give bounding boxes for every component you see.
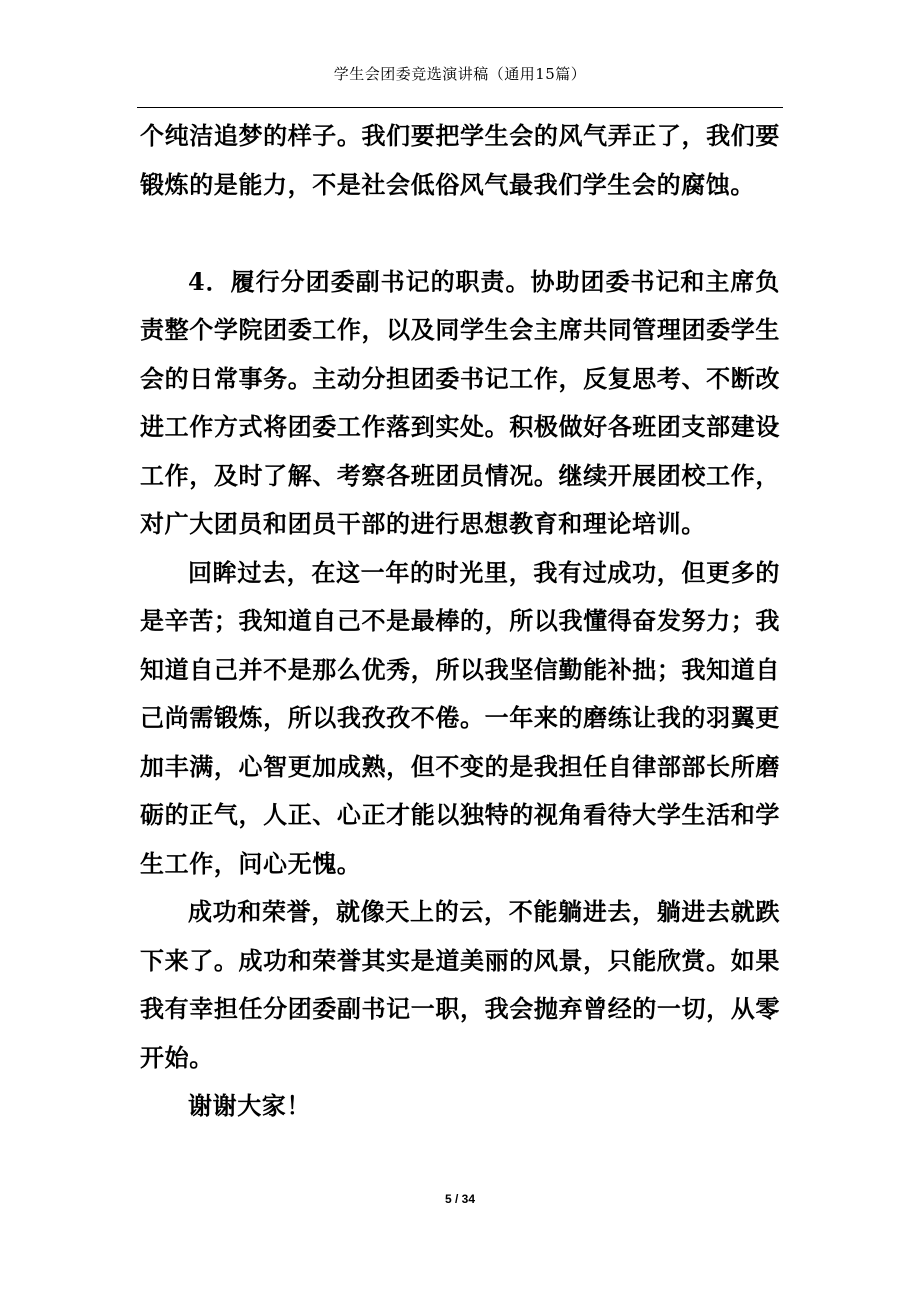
paragraph-success-honor: 成功和荣誉，就像天上的云，不能躺进去，躺进去就跌下来了。成功和荣誉其实是道美丽的风景，只能欣赏。如果我有幸担任分团委副书记一职，我会抛弃曾经的一切，从零开始。 bbox=[140, 897, 780, 1072]
paragraph-looking-back: 回眸过去，在这一年的时光里，我有过成功，但更多的是辛苦；我知道自己不是最棒的，所以我懂得奋发努力；我知道自己并不是那么优秀，所以我坚信勤能补拙；我知道自己尚需锻炼，所以我孜孜不倦。一年来的磨练让我的羽翼更加丰满，心智更加成熟，但不变的是我担任自律部部长所磨砺的正气，人正、心正才能以独特的视角看待大学生活和学生工作，问心无愧。 bbox=[140, 557, 780, 878]
paragraph-thanks: 谢谢大家！ bbox=[188, 1091, 311, 1120]
document-body bbox=[140, 112, 780, 1131]
paragraph-gap bbox=[140, 209, 780, 258]
header-divider bbox=[137, 107, 783, 108]
running-header: 学生会团委竞选演讲稿（通用15篇） bbox=[333, 65, 587, 83]
paragraph-continuation: 个纯洁追梦的样子。我们要把学生会的风气弄正了，我们要锻炼的是能力，不是社会低俗风气最我们学生会的腐蚀。 bbox=[140, 121, 780, 199]
paragraph-item-4: 4．履行分团委副书记的职责。协助团委书记和主席负责整个学院团委工作，以及同学生会主席共同管理团委学生会的日常事务。主动分担团委书记工作，反复思考、不断改进工作方式将团委工作落到实处。积极做好各班团支部建设工作，及时了解、考察各班团员情况。继续开展团校工作，对广大团员和团员干部的进行思想教育和理论培训。 bbox=[140, 266, 780, 538]
page-number: 5 / 34 bbox=[444, 1192, 476, 1206]
